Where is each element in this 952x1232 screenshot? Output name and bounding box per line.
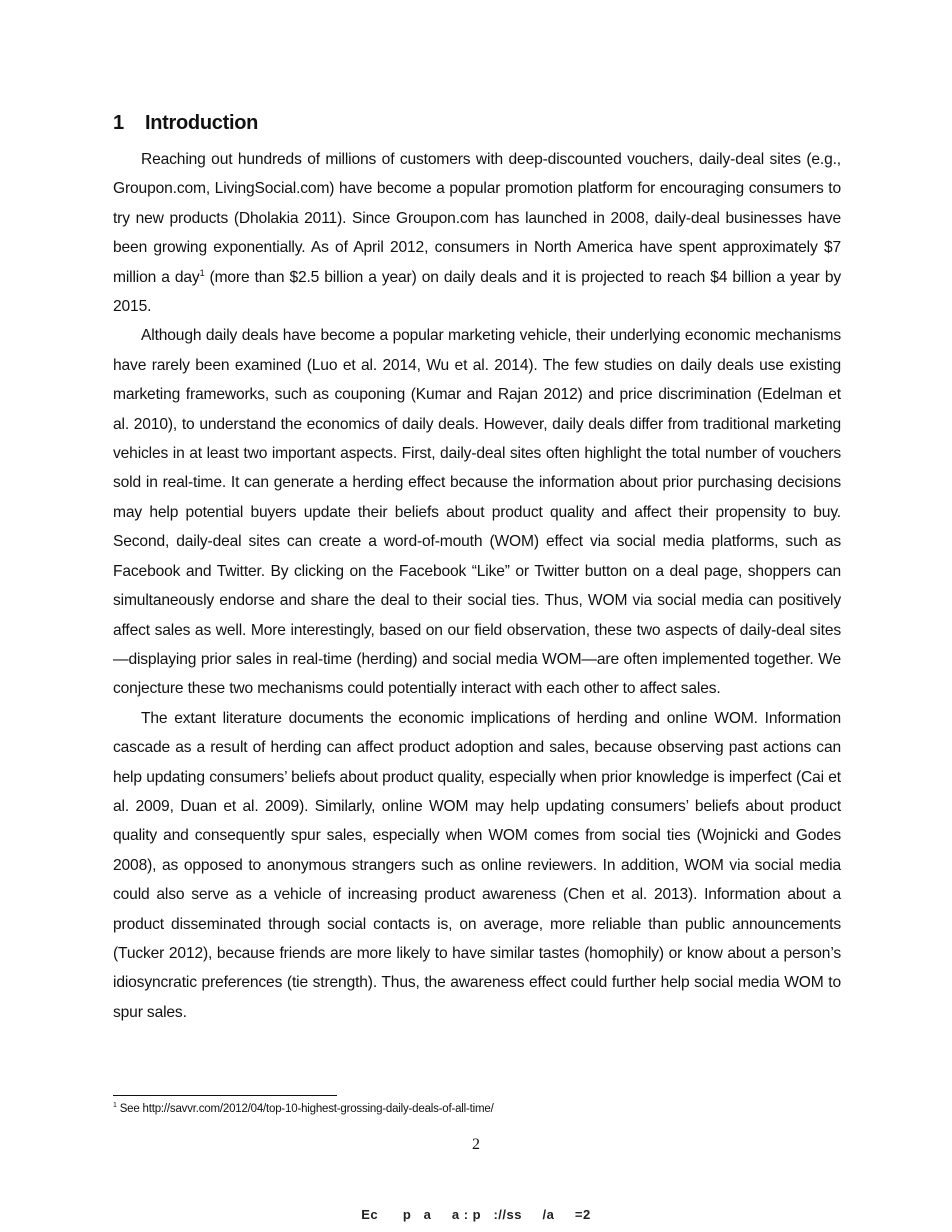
page-number: 2 — [472, 1136, 480, 1153]
paragraph-3: The extant literature documents the economic implications of herding and online WOM. Information cascade as a result of herding can affect product adoption and sales, because observing past actions can help updating consumers’ beliefs about product quality, especially when prior knowledge is imperfect (Cai et al. 2009, Duan et al. 2009). Similarly, online WOM may help updating consumers’ beliefs about product quality and consequently spur sales, especially when WOM comes from social ties (Wojnicki and Godes 2008), as opposed to anonymous strangers such as online reviewers. In addition, WOM via social media could also serve as a vehicle of increasing product awareness (Chen et al. 2013). Information about a product disseminated through social contacts is, on average, more reliable than public announcements (Tucker 2012), because friends are more likely to have similar tastes (homophily) or know about a person’s idiosyncratic preferences (tie strength). Thus, the awareness effect could further help social media WOM to spur sales. — [113, 709, 841, 1021]
section-heading — [113, 112, 258, 135]
footnote-text: See http://savvr.com/2012/04/top-10-highest-grossing-daily-deals-of-all-time/ — [116, 1103, 494, 1115]
footnote-reference: 1 — [199, 267, 205, 278]
paragraph-2: Although daily deals have become a popular marketing vehicle, their underlying economic mechanisms have rarely been examined (Luo et al. 2014, Wu et al. 2014). The few studies on daily deals use existing marketing frameworks, such as couponing (Kumar and Rajan 2012) and price discrimination (Edelman et al. 2010), to understand the economics of daily deals. However, daily deals differ from traditional marketing vehicles in at least two important aspects. First, daily-deal sites often highlight the total number of vouchers sold in real-time. It can generate a herding effect because the information about prior purchasing decisions may help potential buyers update their beliefs about product quality and affect their propensity to buy. Second, daily-deal sites can create a word-of-mouth (WOM) effect via social media platforms, such as Facebook and Twitter. By clicking on the Facebook “Like” or Twitter button on a deal page, shoppers can simultaneously endorse and share the deal to their social ties. Thus, WOM via social media can positively affect sales as well. More interestingly, based on our field observation, these two aspects of daily-deal sites—displaying prior sales in real-time (herding) and social media WOM—are often implemented together. We conjecture these two mechanisms could potentially interact with each other to affect sales. — [113, 327, 841, 698]
paragraph-1 — [113, 145, 841, 321]
footnote-divider — [113, 1095, 337, 1096]
footnote — [113, 1103, 494, 1115]
paragraph-1-text: Reaching out hundreds of millions of customers with deep-discounted vouchers, daily-deal sites (e.g., Groupon.com, LivingSocial.com) have become a popular promotion platform for encouraging consumers to try new products (Dholakia 2011). Since Groupon.com has launched in 2008, daily-deal businesses have been growing exponentially. As of April 2012, consumers in North America have spent approximately $7 million a day — [113, 151, 841, 286]
footnote-marker: 1 — [113, 1102, 117, 1110]
paragraph-1-text-cont: (more than $2.5 billion a year) on daily deals and it is projected to reach $4 billion a year by 2015. — [113, 268, 841, 316]
section-number: 1 — [113, 112, 124, 134]
section-title: Introduction — [145, 112, 259, 134]
download-watermark: Ec p a a : p ://ss /a =2 — [361, 1207, 591, 1222]
section-body — [113, 145, 841, 1027]
